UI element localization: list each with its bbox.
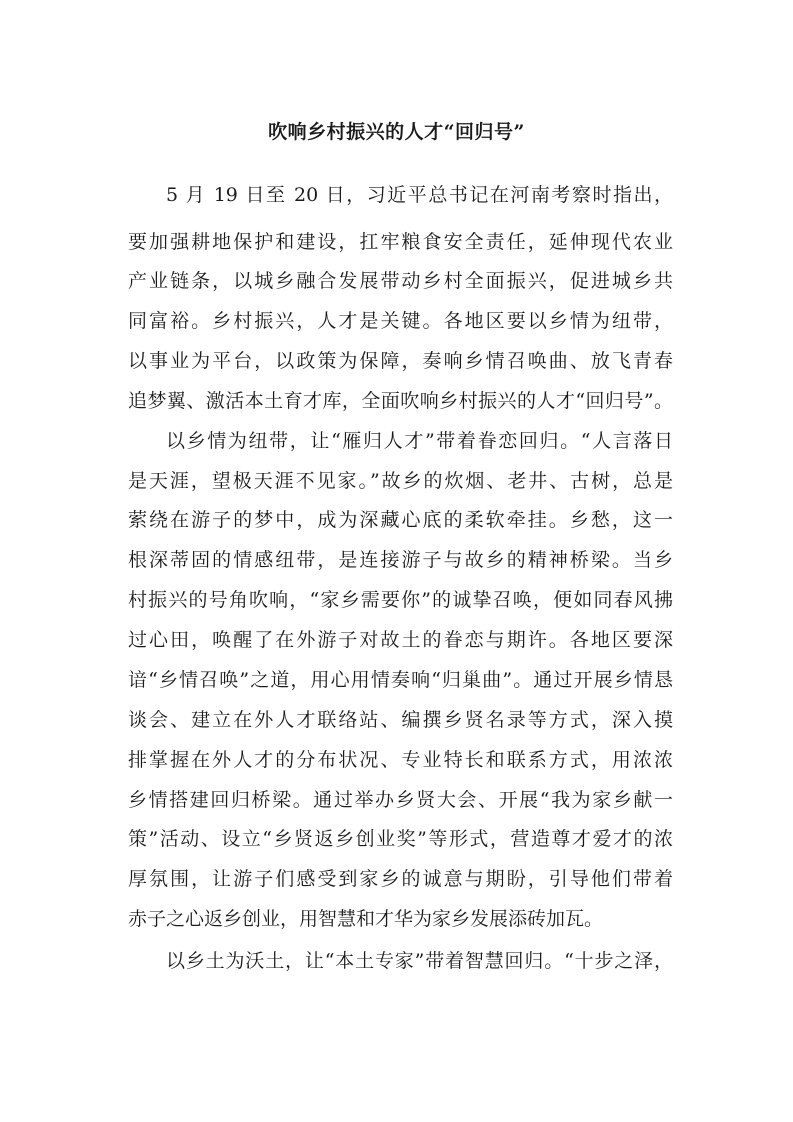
paragraph-2-line-6: 过心田，唤醒了在外游子对故土的眷恋与期许。各地区要深	[128, 629, 673, 651]
paragraph-2-line-3: 萦绕在游子的梦中，成为深藏心底的柔软牵挂。乡愁，这一	[128, 509, 673, 531]
paragraph-2-line-5: 村振兴的号角吹响，“家乡需要你”的诚挚召唤，便如同春风拂	[128, 589, 673, 611]
paragraph-1-line-5: 以事业为平台，以政策为保障，奏响乡情召唤曲、放飞青春	[128, 350, 673, 372]
paragraph-3-line-1: 以乡土为沃土，让“本土专家”带着智慧回归。“十步之泽，	[166, 950, 673, 972]
paragraph-2-line-1: 以乡情为纽带，让“雁归人才”带着眷恋回归。“人言落日	[166, 430, 673, 452]
paragraph-1-line-3: 产业链条，以城乡融合发展带动乡村全面振兴，促进城乡共	[128, 270, 673, 292]
paragraph-1-line-2: 要加强耕地保护和建设，扛牢粮食安全责任，延伸现代农业	[128, 231, 673, 253]
paragraph-2-line-8: 谈会、建立在外人才联络站、编撰乡贤名录等方式，深入摸	[128, 709, 673, 731]
paragraph-2-line-7: 谙“乡情召唤”之道，用心用情奏响“归巢曲”。通过开展乡情恳	[128, 669, 673, 691]
paragraph-2-line-10: 乡情搭建回归桥梁。通过举办乡贤大会、开展“我为家乡献一	[128, 789, 673, 811]
paragraph-2-line-2: 是天涯，望极天涯不见家。”故乡的炊烟、老井、古树，总是	[128, 470, 673, 492]
paragraph-2-line-4: 根深蒂固的情感纽带，是连接游子与故乡的精神桥梁。当乡	[128, 549, 673, 571]
paragraph-2-line-13: 赤子之心返乡创业，用智慧和才华为家乡发展添砖加瓦。	[128, 908, 604, 930]
paragraph-1-line-6: 追梦翼、激活本土育才库，全面吹响乡村振兴的人才“回归号”。	[128, 390, 673, 412]
paragraph-1-line-1: 5 月 19 日至 20 日，习近平总书记在河南考察时指出，	[166, 184, 673, 206]
document-title: 吹响乡村振兴的人才“回归号”	[268, 121, 525, 143]
paragraph-2-line-11: 策”活动、设立“乡贤返乡创业奖”等形式，营造尊才爱才的浓	[128, 828, 673, 850]
paragraph-2-line-12: 厚氛围，让游子们感受到家乡的诚意与期盼，引导他们带着	[128, 868, 673, 890]
paragraph-1-line-4: 同富裕。乡村振兴，人才是关键。各地区要以乡情为纽带，	[128, 310, 673, 332]
paragraph-2-line-9: 排掌握在外人才的分布状况、专业特长和联系方式，用浓浓	[128, 749, 673, 771]
